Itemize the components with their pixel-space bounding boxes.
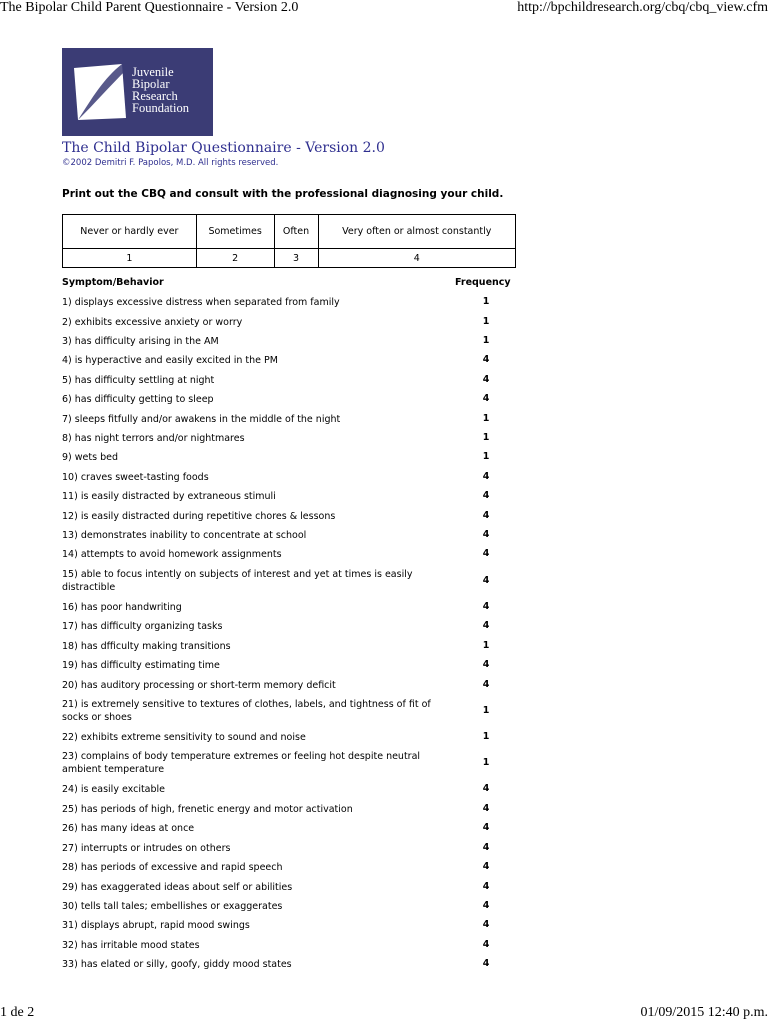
frequency-value: 1 (482, 413, 490, 424)
frequency-value: 4 (482, 803, 490, 814)
symptom-text: 12) is easily distracted during repetitive chores & lessons (62, 511, 336, 522)
symptom-text: 11) is easily distracted by extraneous stimuli (62, 491, 276, 502)
symptom-row (62, 842, 494, 856)
symptom-row (62, 958, 494, 972)
symptom-row (62, 750, 494, 777)
symptom-row (62, 393, 494, 407)
print-footer-page: 1 de 2 (0, 1005, 35, 1020)
symptom-row (62, 374, 494, 388)
frequency-value: 4 (482, 842, 490, 853)
scale-value: 4 (318, 249, 516, 268)
symptom-text: 22) exhibits extreme sensitivity to sound and noise (62, 732, 306, 743)
symptom-text: 28) has periods of excessive and rapid speech (62, 862, 283, 873)
frequency-value: 4 (482, 861, 490, 872)
frequency-column-header: Frequency (455, 277, 511, 288)
frequency-value: 4 (482, 354, 490, 365)
frequency-value: 4 (482, 374, 490, 385)
symptom-row (62, 620, 494, 634)
symptom-text: 27) interrupts or intrudes on others (62, 843, 231, 854)
foundation-logo (62, 48, 213, 136)
symptom-text: 30) tells tall tales; embellishes or exaggerates (62, 901, 283, 912)
scale-label: Very often or almost constantly (318, 215, 516, 249)
symptom-text: 23) complains of body temperature extremes or feeling hot despite neutral ambient temperature (62, 751, 421, 775)
frequency-value: 1 (482, 296, 490, 307)
frequency-scale-table (62, 214, 516, 268)
symptom-text: 18) has dfficulty making transitions (62, 641, 231, 652)
symptom-text: 2) exhibits excessive anxiety or worry (62, 317, 243, 328)
symptom-row (62, 568, 494, 595)
symptom-row (62, 413, 494, 427)
frequency-value: 4 (482, 881, 490, 892)
symptom-text: 26) has many ideas at once (62, 823, 195, 834)
scale-value: 2 (196, 249, 274, 268)
scale-label: Never or hardly ever (63, 215, 197, 249)
logo-line: Juvenile (132, 65, 174, 79)
frequency-value: 1 (482, 757, 490, 768)
copyright-notice: ©2002 Demitri F. Papolos, M.D. All rights reserved. (62, 158, 279, 168)
logo-page-icon (70, 60, 130, 124)
symptom-row (62, 939, 494, 953)
print-footer-datetime: 01/09/2015 12:40 p.m. (640, 1005, 768, 1020)
symptom-row (62, 601, 494, 615)
symptom-row (62, 640, 494, 654)
symptom-text: 9) wets bed (62, 452, 118, 463)
frequency-value: 4 (482, 490, 490, 501)
scale-value: 3 (274, 249, 318, 268)
symptom-text: 1) displays excessive distress when separated from family (62, 297, 340, 308)
frequency-value: 1 (482, 316, 490, 327)
symptom-text: 7) sleeps fitfully and/or awakens in the middle of the night (62, 414, 341, 425)
questionnaire-title: The Child Bipolar Questionnaire - Version 2.0 (62, 140, 385, 156)
frequency-value: 4 (482, 575, 490, 586)
frequency-value: 4 (482, 783, 490, 794)
symptom-text: 5) has difficulty settling at night (62, 375, 215, 386)
symptom-text: 25) has periods of high, frenetic energy and motor activation (62, 804, 353, 815)
frequency-value: 1 (482, 640, 490, 651)
symptom-text: 32) has irritable mood states (62, 940, 200, 951)
scale-label: Often (274, 215, 318, 249)
frequency-value: 4 (482, 919, 490, 930)
symptom-row (62, 296, 494, 310)
symptom-row (62, 731, 494, 745)
frequency-value: 4 (482, 900, 490, 911)
symptom-row (62, 432, 494, 446)
symptom-row (62, 881, 494, 895)
symptom-column-header: Symptom/Behavior (62, 277, 164, 288)
symptom-text: 4) is hyperactive and easily excited in the PM (62, 355, 278, 366)
symptom-row (62, 490, 494, 504)
symptom-row (62, 822, 494, 836)
logo-line: Bipolar (132, 77, 170, 91)
symptom-row (62, 510, 494, 524)
scale-label: Sometimes (196, 215, 274, 249)
frequency-value: 1 (482, 432, 490, 443)
frequency-value: 4 (482, 510, 490, 521)
symptom-text: 33) has elated or silly, goofy, giddy mood states (62, 959, 292, 970)
symptom-row (62, 900, 494, 914)
symptom-row (62, 548, 494, 562)
symptom-row (62, 783, 494, 797)
logo-line: Foundation (132, 101, 189, 115)
symptom-text: 6) has difficulty getting to sleep (62, 394, 214, 405)
symptom-text: 8) has night terrors and/or nightmares (62, 433, 245, 444)
symptom-text: 20) has auditory processing or short-term memory deficit (62, 680, 336, 691)
frequency-value: 4 (482, 393, 490, 404)
frequency-value: 1 (482, 705, 490, 716)
frequency-value: 4 (482, 529, 490, 540)
symptom-text: 29) has exaggerated ideas about self or abilities (62, 882, 293, 893)
logo-text (132, 66, 189, 114)
symptom-row (62, 659, 494, 673)
symptom-text: 24) is easily excitable (62, 784, 166, 795)
frequency-value: 4 (482, 958, 490, 969)
frequency-value: 1 (482, 731, 490, 742)
frequency-value: 1 (482, 451, 490, 462)
instruction-text: Print out the CBQ and consult with the professional diagnosing your child. (62, 188, 504, 200)
scale-value: 1 (63, 249, 197, 268)
symptom-row (62, 335, 494, 349)
symptom-row (62, 803, 494, 817)
symptom-text: 19) has difficulty estimating time (62, 660, 220, 671)
frequency-value: 4 (482, 659, 490, 670)
symptom-row (62, 354, 494, 368)
symptom-text: 15) able to focus intently on subjects of interest and yet at times is easily distractible (62, 569, 413, 593)
frequency-value: 4 (482, 822, 490, 833)
symptom-text: 16) has poor handwriting (62, 602, 182, 613)
symptom-text: 14) attempts to avoid homework assignments (62, 549, 282, 560)
symptom-row (62, 698, 494, 725)
symptom-row (62, 861, 494, 875)
frequency-value: 1 (482, 335, 490, 346)
frequency-value: 4 (482, 601, 490, 612)
symptom-row (62, 316, 494, 330)
frequency-value: 4 (482, 679, 490, 690)
symptom-text: 31) displays abrupt, rapid mood swings (62, 920, 250, 931)
symptom-text: 17) has difficulty organizing tasks (62, 621, 223, 632)
symptom-text: 3) has difficulty arising in the AM (62, 336, 219, 347)
print-header-url: http://bpchildresearch.org/cbq/cbq_view.cfm (517, 0, 768, 15)
print-header-title: The Bipolar Child Parent Questionnaire - Version 2.0 (0, 0, 299, 15)
symptom-row (62, 451, 494, 465)
symptom-row (62, 529, 494, 543)
symptom-row (62, 471, 494, 485)
symptom-row (62, 919, 494, 933)
frequency-value: 4 (482, 471, 490, 482)
symptom-text: 10) craves sweet-tasting foods (62, 472, 209, 483)
symptom-row (62, 679, 494, 693)
frequency-value: 4 (482, 548, 490, 559)
symptom-text: 13) demonstrates inability to concentrate at school (62, 530, 307, 541)
frequency-value: 4 (482, 939, 490, 950)
frequency-value: 4 (482, 620, 490, 631)
logo-line: Research (132, 89, 178, 103)
symptom-text: 21) is extremely sensitive to textures of clothes, labels, and tightness of fit of socks or shoes (62, 699, 431, 723)
